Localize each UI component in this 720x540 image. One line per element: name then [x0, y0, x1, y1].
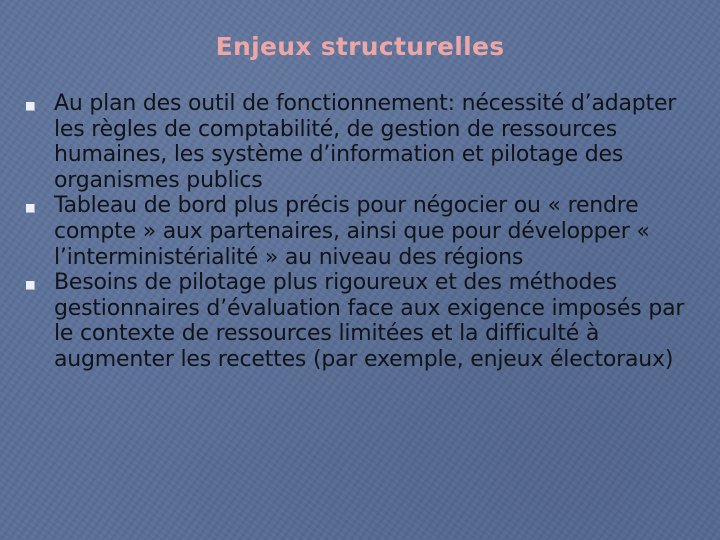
square-bullet-icon: [26, 281, 35, 290]
bullet-text: Besoins de pilotage plus rigoureux et des méthodes gestionnaires d’évaluation face aux exigence imposés par le contexte de ressources limitées et la difficulté à augmenter les recettes (par exemple, enjeux électoraux): [54, 270, 685, 372]
slide-title: Enjeux structurelles: [215, 32, 505, 61]
square-bullet-icon: [26, 102, 35, 111]
bullet-text: Au plan des outil de fonctionnement: nécessité d’adapter les règles de comptabilité, de gestion de ressources humaines, les système d’information et pilotage des organismes publics: [54, 91, 677, 193]
bullet-item: [26, 193, 706, 270]
bullet-item: [26, 91, 706, 193]
bullet-item: [26, 270, 706, 372]
square-bullet-icon: [26, 204, 35, 213]
bullet-text: Tableau de bord plus précis pour négocier ou « rendre compte » aux partenaires, ainsi que pour développer « l’interministérialité » au niveau des régions: [54, 193, 650, 270]
bullet-list: [26, 91, 706, 373]
